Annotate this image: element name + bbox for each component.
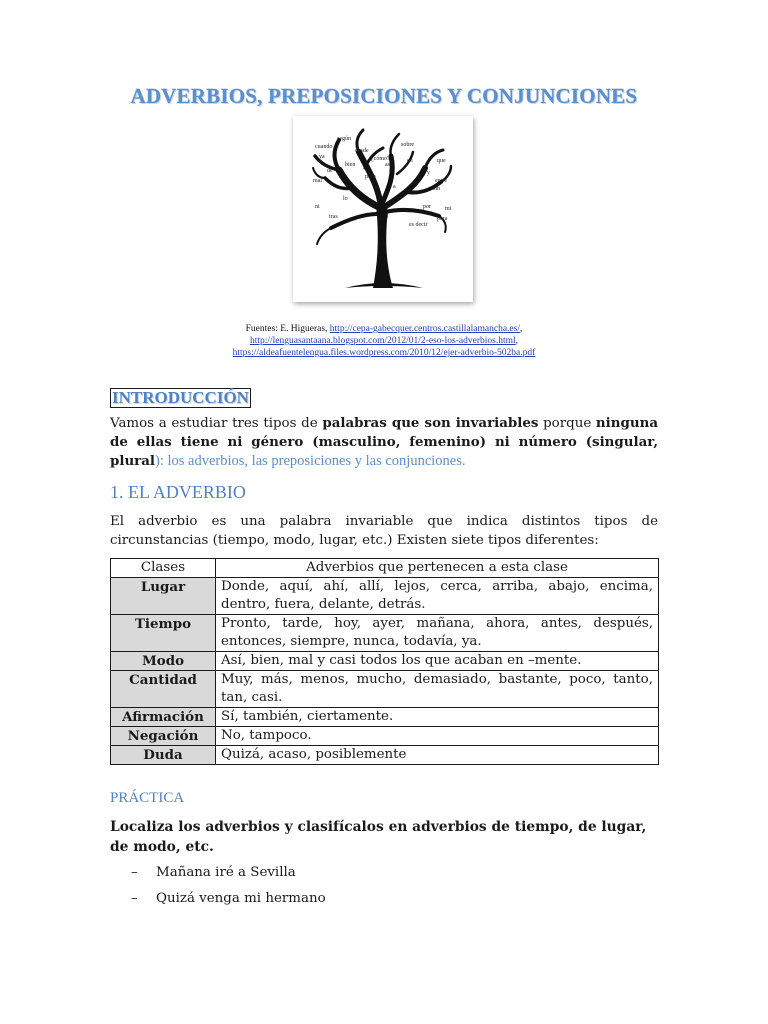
tree-image (293, 116, 473, 302)
tree-word: en (407, 158, 413, 164)
table-row (111, 578, 659, 615)
tree-word: mal (313, 178, 322, 184)
table-row (111, 708, 659, 727)
tree-word: mi (445, 206, 452, 212)
tree-word: para (437, 216, 448, 222)
table-cell-adverbios: Muy, más, menos, mucho, demasiado, bastante, poco, tanto, tan, casi. (216, 671, 659, 708)
table-cell-adverbios: Sí, también, ciertamente. (216, 708, 659, 727)
adverbios-table (110, 558, 659, 765)
intro-bold-2: ninguna de ellas tiene ni género (masculino, femenino) ni número (singular, plural (110, 415, 658, 469)
intro-text-2: porque (538, 416, 596, 431)
tree-word: ¿cómo? (371, 156, 390, 162)
sources-separator: , (519, 324, 523, 334)
tree-word: tras (329, 214, 338, 220)
sources-citation (0, 323, 768, 359)
table-cell-clase: Negación (111, 727, 216, 746)
list-dash: – (131, 865, 138, 880)
table-cell-clase: Modo (111, 652, 216, 671)
table-cell-clase: Lugar (111, 578, 216, 615)
tree-word: sobre (401, 142, 414, 148)
tree-word: y (427, 170, 430, 176)
table-cell-adverbios: Donde, aquí, ahí, allí, lejos, cerca, arriba, abajo, encima, dentro, fuera, delante, detrás. (216, 578, 659, 615)
table-cell-clase: Tiempo (111, 615, 216, 652)
table-cell-adverbios: No, tampoco. (216, 727, 659, 746)
tree-word: cuando (315, 144, 333, 150)
tree-word: así (385, 162, 392, 168)
tree-word: que (437, 158, 446, 164)
list-item-text: Quizá venga mi hermano (156, 891, 326, 906)
practica-list (131, 864, 326, 916)
tree-word: lo (343, 196, 348, 202)
page-title: ADVERBIOS, PREPOSICIONES Y CONJUNCIONES (130, 84, 638, 108)
tree-word: entre (435, 178, 447, 184)
list-item (131, 864, 326, 890)
list-item-text: Mañana iré a Sevilla (156, 865, 296, 880)
table-row (111, 652, 659, 671)
table-cell-adverbios: Pronto, tarde, hoy, ayer, mañana, ahora, antes, después, entonces, siempre, nunca, todavía, ya. (216, 615, 659, 652)
tree-word: de (327, 168, 333, 174)
sources-label: Fuentes: E. Higueras, (245, 324, 328, 334)
intro-text-1: Vamos a estudiar tres tipos de (110, 416, 323, 431)
tree-word: ni (315, 204, 320, 210)
tree-word: por (423, 204, 431, 210)
table-header-clases: Clases (111, 559, 216, 578)
list-item (131, 890, 326, 916)
section-heading-adverbio: 1. EL ADVERBIO (110, 482, 246, 502)
table-row (111, 615, 659, 652)
tree-word: bien (345, 162, 356, 168)
practica-instruction: Localiza los adverbios y clasifícalos en adverbios de tiempo, de lugar, de modo, etc. (110, 819, 647, 855)
tree-word: desde (355, 148, 369, 154)
tree-word: pero (365, 174, 376, 180)
intro-paragraph (110, 414, 658, 471)
table-row (111, 746, 659, 765)
sources-separator: , (515, 336, 519, 346)
adverbio-paragraph: El adverbio es una palabra invariable que indica distintos tipos de circunstancias (tiempo, modo, lugar, etc.) Existen siete tipos diferentes: (110, 514, 658, 548)
table-cell-clase: Afirmación (111, 708, 216, 727)
table-row (111, 671, 659, 708)
tree-word: es decir (409, 222, 428, 228)
source-link-lenguasantaana[interactable]: http://lenguasantaana.blogspot.com/2012/01/2-eso-los-adverbios.html (249, 336, 516, 346)
intro-heading: INTRODUCCIÓN (112, 388, 249, 407)
source-link-aldeafuentelengua[interactable]: https://aldeafuentelengua.files.wordpress.com/2010/12/ejer-adverbio-502ba.pdf (232, 348, 536, 358)
tree-word: ya (319, 154, 325, 160)
practica-heading: PRÁCTICA (110, 790, 185, 806)
table-row (111, 727, 659, 746)
table-cell-adverbios: Así, bien, mal y casi todos los que acaban en –mente. (216, 652, 659, 671)
list-dash: – (131, 891, 138, 906)
table-cell-clase: Cantidad (111, 671, 216, 708)
tree-word: según (337, 136, 351, 142)
table-header-adverbios: Adverbios que pertenecen a esta clase (216, 559, 659, 578)
source-link-cepa[interactable]: http://cepa-gabecquer.centros.castillalamancha.es/ (329, 324, 520, 334)
intro-blue-text: ): los adverbios, las preposiciones y las conjunciones. (155, 453, 466, 469)
tree-word: sin (433, 186, 441, 192)
table-cell-clase: Duda (111, 746, 216, 765)
table-header-row (111, 559, 659, 578)
tree-illustration (293, 116, 473, 302)
table-cell-adverbios: Quizá, acaso, posiblemente (216, 746, 659, 765)
intro-bold-1: palabras que son invariables (322, 415, 539, 431)
tree-word: a (393, 184, 396, 190)
